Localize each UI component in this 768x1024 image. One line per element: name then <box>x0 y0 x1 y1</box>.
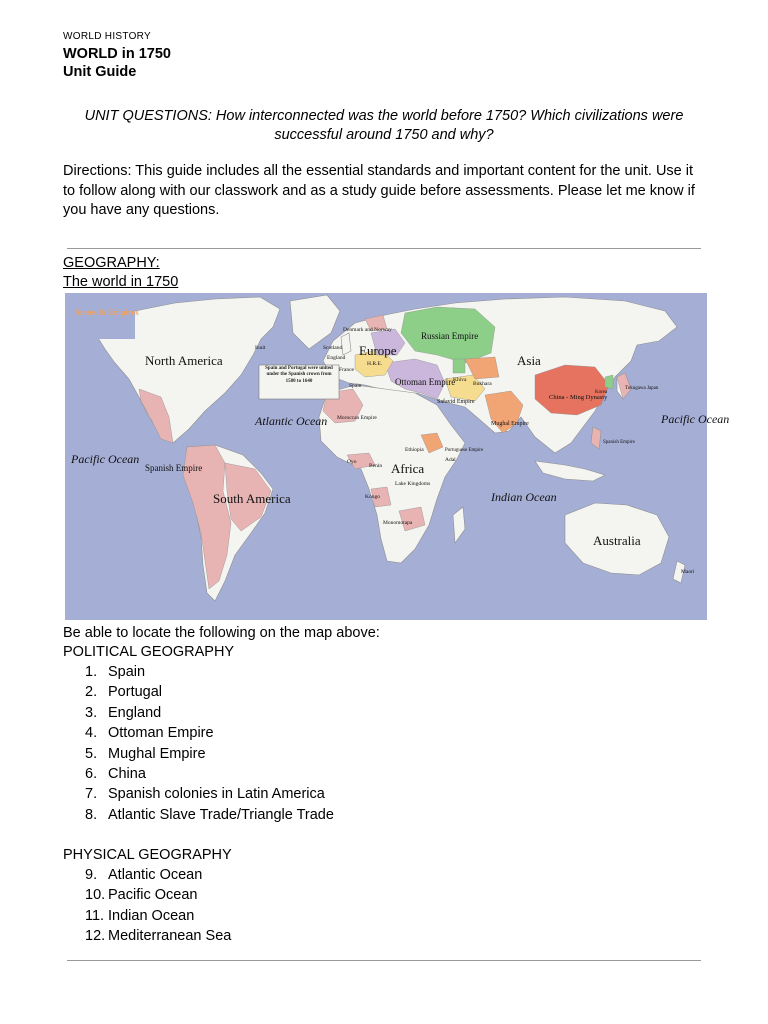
label-asia: Asia <box>517 353 541 368</box>
locate-prompt <box>63 624 380 662</box>
geography-heading <box>63 254 178 292</box>
item-text: Pacific Ocean <box>108 887 198 904</box>
label-pacific-left: Pacific Ocean <box>71 452 140 466</box>
label-spanish-empire: Spanish Empire <box>145 463 203 473</box>
label-hre: H.R.E. <box>367 361 383 367</box>
label-tokugawa: Tokugawa Japan <box>625 386 659 391</box>
label-inuit: Inuit <box>255 345 266 351</box>
spain-portugal-note <box>259 365 339 400</box>
label-monomotapa: Monomotapa <box>383 520 413 526</box>
label-europe: Europe <box>359 343 397 358</box>
label-mughal: Mughal Empire <box>491 421 529 427</box>
item-text: Spain <box>108 664 146 680</box>
item-text: Mediterranean Sea <box>108 928 232 945</box>
label-russian-empire: Russian Empire <box>421 331 479 341</box>
political-heading: POLITICAL GEOGRAPHY <box>63 644 235 660</box>
item-number: 4. <box>85 725 98 742</box>
item-number: 1. <box>85 664 98 680</box>
label-england: England <box>327 355 346 361</box>
map-legend <box>73 305 139 339</box>
label-ethiopia: Ethiopia <box>405 447 424 453</box>
unit-questions: UNIT QUESTIONS: How interconnected was the world before 1750? Which civilizations were successful around 1750 and why? <box>84 108 684 143</box>
locate-text: Be able to locate the following on the map above: <box>63 625 380 641</box>
item-number: 3. <box>85 704 98 721</box>
label-china: China - Ming Dynasty <box>549 394 608 401</box>
directions-text: This guide includes all the essential standards and important content for the unit. Use it to follow along with our classwork and as a study guide before assessments. Please let me know if you have any questions. <box>63 163 695 218</box>
item-number: 6. <box>85 765 98 782</box>
label-france: France <box>339 367 354 373</box>
label-pacific-right: Pacific Ocean <box>661 412 730 426</box>
item-text: Atlantic Ocean <box>108 867 203 883</box>
geography-title: GEOGRAPHY: <box>63 255 160 271</box>
item-number: 9. <box>85 867 98 883</box>
item-number: 12. <box>85 928 106 945</box>
course-label: WORLD HISTORY <box>63 31 151 42</box>
khiva-region <box>453 359 465 373</box>
label-lake-kingdoms: Lake Kingdoms <box>395 481 431 487</box>
label-scotland: Scotland <box>323 345 343 351</box>
divider-bottom <box>67 960 701 961</box>
label-north-america: North America <box>145 353 223 368</box>
label-khiva: Khiva <box>453 377 467 383</box>
label-maori: Maori <box>681 569 695 575</box>
world-map <box>65 293 730 620</box>
label-australia: Australia <box>593 533 641 548</box>
item-number: 10. <box>85 887 106 904</box>
label-bukhara: Bukhara <box>473 381 492 387</box>
label-denmark: Denmark and Norway <box>343 327 392 333</box>
label-africa: Africa <box>391 461 425 476</box>
title-line: WORLD in 1750 <box>63 46 171 62</box>
subtitle-line: Unit Guide <box>63 64 137 80</box>
physical-heading: PHYSICAL GEOGRAPHY <box>63 847 232 863</box>
note-text: Spain and Portugal were united under the Spanish crown from 1580 to 1640 <box>265 366 333 384</box>
item-text: Ottoman Empire <box>108 725 214 742</box>
label-portuguese-empire: Portuguese Empire <box>445 448 484 453</box>
document-title <box>63 45 171 81</box>
directions-label: Directions: <box>63 163 132 179</box>
divider-top <box>67 248 701 249</box>
label-spanish-empire-asia: Spanish Empire <box>603 440 635 445</box>
korea-region <box>605 375 613 389</box>
item-text: Atlantic Slave Trade/Triangle Trade <box>108 806 334 823</box>
item-number: 5. <box>85 745 98 762</box>
item-text: Indian Ocean <box>108 907 195 924</box>
label-south-america: South America <box>213 491 291 506</box>
item-text: Portugal <box>108 684 163 701</box>
item-text: England <box>108 704 162 721</box>
label-spain: Spain <box>349 383 362 389</box>
item-number: 2. <box>85 684 98 701</box>
label-safavid: Safavid Empire <box>437 399 475 405</box>
item-number: 7. <box>85 786 98 803</box>
item-number: 8. <box>85 806 98 823</box>
legend-label: States & Empires <box>75 307 139 317</box>
label-ottoman-empire: Ottoman Empire <box>395 377 456 387</box>
label-korea: Korea <box>595 390 608 395</box>
label-atlantic: Atlantic Ocean <box>255 414 328 428</box>
label-oyo: Oyo <box>347 459 357 465</box>
label-benin: Benin <box>369 463 383 469</box>
map-subheading: The world in 1750 <box>63 274 179 290</box>
label-adal: Adal <box>445 457 456 463</box>
item-text: Mughal Empire <box>108 745 206 762</box>
label-indian: Indian Ocean <box>491 490 557 504</box>
label-kongo: Kongo <box>365 494 380 500</box>
item-text: Spanish colonies in Latin America <box>108 786 325 803</box>
item-text: China <box>108 765 146 782</box>
label-moroccan: Moroccan Empire <box>337 415 377 421</box>
britain-land <box>341 333 351 355</box>
item-number: 11. <box>85 907 105 924</box>
directions-paragraph <box>63 162 703 221</box>
